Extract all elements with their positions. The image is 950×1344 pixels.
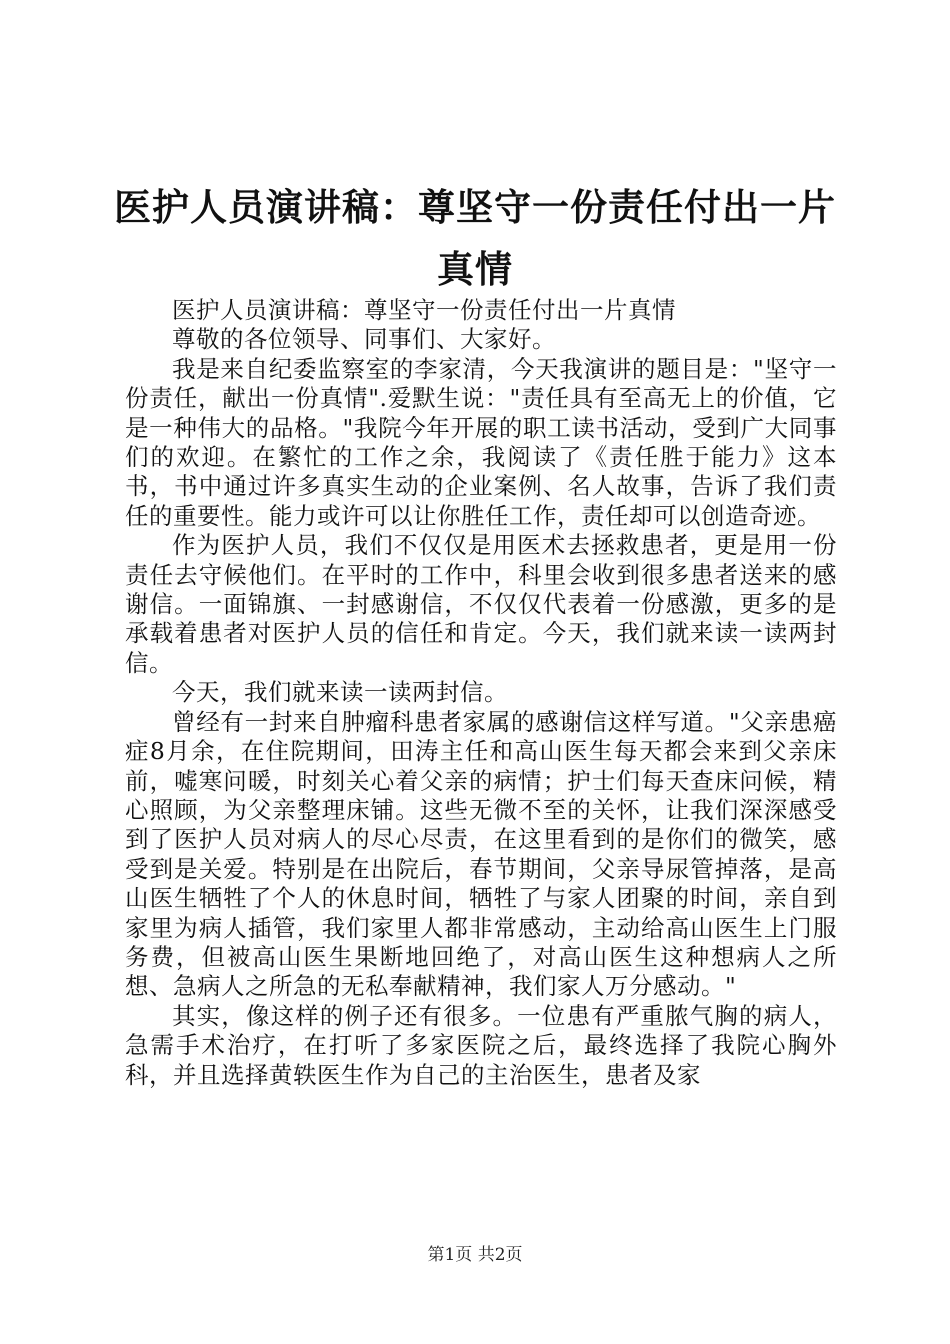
paragraph-second-example: 其实，像这样的例子还有很多。一位患有严重脓气胸的病人，急需手术治疗，在打听了多家医院之后，最终选择了我院心胸外科，并且选择黄轶医生作为自己的主治医生，患者及家 (125, 1001, 837, 1089)
paragraph-introduction: 我是来自纪委监察室的李家清，今天我演讲的题目是："坚守一份责任，献出一份真情".爱默生说："责任具有至高无上的价值，它是一种伟大的品格。"我院今年开展的职工读书活动，受到广大同事们的欢迎。在繁忙的工作之余，我阅读了《责任胜于能力》这本书，书中通过许多真实生动的企业案例、名人故事，告诉了我们责任的重要性。能力或许可以让你胜任工作，责任却可以创造奇迹。 (125, 354, 837, 530)
paragraph-repeated-title: 医护人员演讲稿：尊坚守一份责任付出一片真情 (172, 296, 676, 324)
page-number-footer: 第1页 共2页 (427, 1245, 523, 1265)
document-title: 医护人员演讲稿：尊坚守一份责任付出一片真情 (114, 185, 836, 291)
paragraph-letters-intro: 今天，我们就来读一读两封信。 (172, 678, 508, 707)
paragraph-responsibility: 作为医护人员，我们不仅仅是用医术去拯救患者，更是用一份责任去守候他们。在平时的工作中，科里会收到很多患者送来的感谢信。一面锦旗、一封感谢信，不仅仅代表着一份感激，更多的是承载着患者对医护人员的信任和肯定。今天，我们就来读一读两封信。 (125, 531, 837, 677)
document-body (125, 296, 837, 1090)
paragraph-first-letter: 曾经有一封来自肿瘤科患者家属的感谢信这样写道。"父亲患癌症8月余，在住院期间，田涛主任和高山医生每天都会来到父亲床前，嘘寒问暖，时刻关心着父亲的病情；护士们每天查床问候，精心照顾，为父亲整理床铺。这些无微不至的关怀，让我们深深感受到了医护人员对病人的尽心尽责，在这里看到的是你们的微笑，感受到是关爱。特别是在出院后，春节期间，父亲导尿管掉落，是高山医生牺牲了个人的休息时间，牺牲了与家人团聚的时间，亲自到家里为病人插管，我们家里人都非常感动，主动给高山医生上门服务费，但被高山医生果断地回绝了，对高山医生这种想病人之所想、急病人之所急的无私奉献精神，我们家人万分感动。" (125, 707, 837, 1001)
paragraph-greeting: 尊敬的各位领导、同事们、大家好。 (172, 325, 556, 354)
